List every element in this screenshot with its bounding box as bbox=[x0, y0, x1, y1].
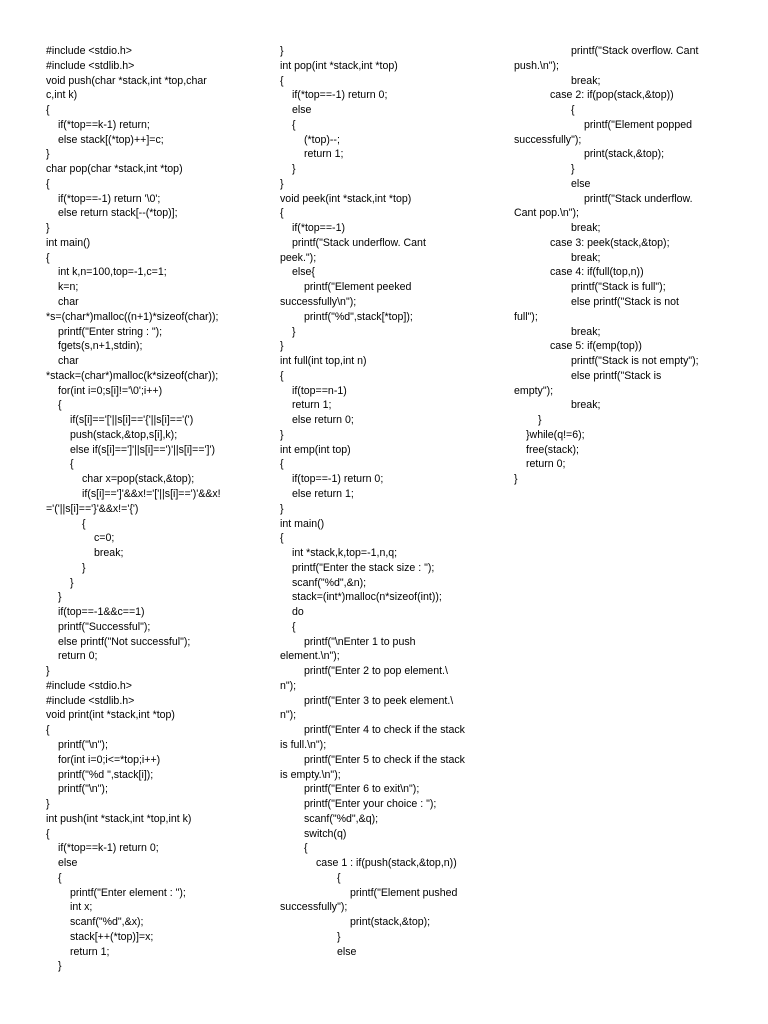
code-line: int push(int *stack,int *top,int k) bbox=[46, 812, 192, 825]
code-line: } bbox=[280, 45, 284, 57]
code-line: case 4: if(full(top,n)) bbox=[550, 266, 644, 279]
code-line: *stack=(char*)malloc(k*sizeof(char)); bbox=[46, 369, 219, 382]
code-line: printf("Enter 4 to check if the stack bbox=[304, 724, 465, 737]
code-line: scanf("%d",&x); bbox=[70, 916, 144, 929]
code-line: return 0; bbox=[526, 458, 566, 471]
code-line: peek."); bbox=[280, 251, 317, 264]
code-line: void peek(int *stack,int *top) bbox=[280, 192, 412, 205]
code-line: stack[++(*top)]=x; bbox=[70, 930, 154, 943]
code-line: if(s[i]=='['||s[i]=='{'||s[i]=='(') bbox=[70, 414, 194, 427]
code-line: case 5: if(emp(top)) bbox=[550, 340, 642, 353]
code-line: switch(q) bbox=[304, 827, 347, 840]
code-line: } bbox=[280, 428, 284, 441]
code-line: char pop(char *stack,int *top) bbox=[46, 163, 183, 176]
code-line: push.\n"); bbox=[514, 59, 559, 72]
code-line: for(int i=0;i<=*top;i++) bbox=[58, 753, 161, 766]
code-line: else return 1; bbox=[292, 487, 354, 500]
code-line: { bbox=[304, 842, 308, 855]
code-line: { bbox=[58, 871, 62, 884]
code-line: }while(q!=6); bbox=[526, 428, 585, 441]
code-line: return 1; bbox=[292, 399, 332, 412]
code-line: int x; bbox=[70, 901, 93, 914]
code-line: if(top==-1&&c==1) bbox=[58, 606, 145, 619]
code-line: #include <stdio.h> bbox=[46, 45, 132, 57]
code-line: break; bbox=[571, 325, 601, 338]
code-line: printf("Successful"); bbox=[58, 620, 151, 633]
code-line: break; bbox=[571, 74, 601, 87]
code-line: break; bbox=[571, 399, 601, 412]
code-line: print(stack,&top); bbox=[350, 916, 431, 929]
code-line: print(stack,&top); bbox=[584, 148, 665, 161]
code-line: { bbox=[280, 369, 284, 382]
code-line: *s=(char*)malloc((n+1)*sizeof(char)); bbox=[46, 310, 219, 323]
code-line: printf("Stack underflow. bbox=[584, 192, 693, 205]
code-column-1 bbox=[46, 44, 272, 974]
code-line: return 1; bbox=[304, 148, 344, 161]
code-line: do bbox=[292, 606, 304, 619]
code-line: } bbox=[280, 177, 284, 190]
code-line: int full(int top,int n) bbox=[280, 355, 367, 368]
code-line: void print(int *stack,int *top) bbox=[46, 709, 175, 722]
code-line: printf("Stack is not empty"); bbox=[571, 355, 699, 368]
code-line: } bbox=[280, 502, 284, 515]
code-line: else printf("Not successful"); bbox=[58, 635, 191, 648]
code-line: case 1 : if(push(stack,&top,n)) bbox=[316, 857, 457, 870]
code-line: else printf("Stack is bbox=[571, 369, 662, 382]
code-line: else if(s[i]==']'||s[i]==')'||s[i]==']') bbox=[70, 443, 216, 456]
code-line: } bbox=[571, 163, 575, 176]
code-line: if(*top==-1) return '\0'; bbox=[58, 192, 161, 205]
code-line: #include <stdlib.h> bbox=[46, 694, 135, 707]
code-line: int main() bbox=[280, 517, 325, 530]
code-line: stack=(int*)malloc(n*sizeof(int)); bbox=[292, 591, 442, 604]
code-line: successfully\n"); bbox=[280, 296, 357, 309]
code-line: #include <stdlib.h> bbox=[46, 59, 135, 72]
code-line: else bbox=[571, 177, 591, 190]
code-line: { bbox=[46, 104, 50, 117]
code-line: int pop(int *stack,int *top) bbox=[280, 59, 398, 72]
code-line: c=0; bbox=[94, 532, 115, 545]
code-line: } bbox=[514, 473, 518, 486]
code-line: printf("Element pushed bbox=[350, 886, 458, 899]
code-line: printf("Enter string : "); bbox=[58, 325, 163, 338]
code-line: else bbox=[337, 945, 357, 958]
code-line: printf("Stack underflow. Cant bbox=[292, 236, 426, 249]
code-line: case 3: peek(stack,&top); bbox=[550, 236, 670, 249]
code-line: } bbox=[46, 222, 50, 235]
code-line: empty"); bbox=[514, 384, 554, 397]
code-line: n"); bbox=[280, 679, 297, 692]
code-line: element.\n"); bbox=[280, 650, 340, 663]
code-line: { bbox=[58, 399, 62, 412]
code-line: } bbox=[58, 591, 62, 604]
code-line: printf("Element popped bbox=[584, 118, 692, 131]
code-line: (*top)--; bbox=[304, 133, 340, 146]
code-line: } bbox=[337, 930, 341, 943]
code-line: successfully"); bbox=[280, 901, 348, 914]
code-line: int main() bbox=[46, 236, 91, 249]
code-line: is full.\n"); bbox=[280, 738, 327, 751]
code-line: } bbox=[292, 163, 296, 176]
code-line: if(s[i]==']'&&x!='['||s[i]==')'&&x! bbox=[82, 487, 221, 500]
code-line: Cant pop.\n"); bbox=[514, 207, 580, 220]
code-column-3 bbox=[514, 44, 734, 487]
code-line: free(stack); bbox=[526, 443, 579, 456]
code-line: c,int k) bbox=[46, 89, 78, 102]
code-line: n"); bbox=[280, 709, 297, 722]
code-line: printf("Element peeked bbox=[304, 281, 412, 294]
code-line: printf("Stack overflow. Cant bbox=[571, 45, 699, 57]
code-line: if(*top==-1) bbox=[292, 222, 345, 235]
code-line: { bbox=[280, 532, 284, 545]
code-line: printf("Stack is full"); bbox=[571, 281, 666, 294]
code-line: break; bbox=[94, 547, 124, 560]
code-line: printf("Enter 5 to check if the stack bbox=[304, 753, 465, 766]
code-line: { bbox=[280, 207, 284, 220]
code-line: void push(char *stack,int *top,char bbox=[46, 74, 207, 87]
code-line: if(*top==k-1) return 0; bbox=[58, 842, 159, 855]
code-line: char bbox=[58, 296, 79, 309]
code-line: } bbox=[538, 414, 542, 427]
code-line: { bbox=[571, 104, 575, 117]
code-line: { bbox=[337, 871, 341, 884]
code-line: if(top==n-1) bbox=[292, 384, 347, 397]
code-line: else stack[(*top)++]=c; bbox=[58, 133, 164, 146]
code-line: printf("Enter 2 to pop element.\ bbox=[304, 665, 448, 678]
code-line: { bbox=[46, 251, 50, 264]
code-line: is empty.\n"); bbox=[280, 768, 341, 781]
code-line: { bbox=[292, 118, 296, 131]
code-line: { bbox=[280, 458, 284, 471]
code-line: else{ bbox=[292, 266, 315, 279]
code-line: else bbox=[292, 104, 312, 117]
code-line: } bbox=[280, 340, 284, 353]
code-line: printf("Enter element : "); bbox=[70, 886, 186, 899]
code-line: ='('||s[i]=='}'&&x!='{') bbox=[46, 502, 139, 515]
code-line: } bbox=[292, 325, 296, 338]
code-line: #include <stdio.h> bbox=[46, 679, 132, 692]
code-line: push(stack,&top,s[i],k); bbox=[70, 428, 178, 441]
code-line: if(*top==-1) return 0; bbox=[292, 89, 388, 102]
code-line: char bbox=[58, 355, 79, 368]
code-line: else printf("Stack is not bbox=[571, 296, 679, 309]
code-line: printf("Enter 6 to exit\n"); bbox=[304, 783, 420, 796]
code-line: { bbox=[82, 517, 86, 530]
code-line: printf("\n"); bbox=[58, 783, 108, 796]
code-line: { bbox=[70, 458, 74, 471]
code-line: } bbox=[82, 561, 86, 574]
code-line: return 0; bbox=[58, 650, 98, 663]
code-line: for(int i=0;s[i]!='\0';i++) bbox=[58, 384, 163, 397]
code-line: char x=pop(stack,&top); bbox=[82, 473, 195, 486]
code-line: } bbox=[70, 576, 74, 589]
code-line: { bbox=[292, 620, 296, 633]
code-line: return 1; bbox=[70, 945, 110, 958]
code-line: printf("Enter the stack size : "); bbox=[292, 561, 435, 574]
code-line: { bbox=[46, 724, 50, 737]
code-line: int emp(int top) bbox=[280, 443, 351, 456]
code-line: successfully"); bbox=[514, 133, 582, 146]
code-line: case 2: if(pop(stack,&top)) bbox=[550, 89, 674, 102]
code-line: { bbox=[46, 177, 50, 190]
code-line: break; bbox=[571, 251, 601, 264]
code-line: printf("%d ",stack[i]); bbox=[58, 768, 154, 781]
code-line: if(*top==k-1) return; bbox=[58, 118, 150, 131]
code-line: int *stack,k,top=-1,n,q; bbox=[292, 547, 398, 560]
code-line: break; bbox=[571, 222, 601, 235]
code-line: printf("\nEnter 1 to push bbox=[304, 635, 416, 648]
code-line: full"); bbox=[514, 310, 538, 323]
code-line: } bbox=[46, 148, 50, 161]
code-line: k=n; bbox=[58, 281, 79, 294]
code-line: } bbox=[46, 665, 50, 678]
code-line: else return stack[--(*top)]; bbox=[58, 207, 178, 220]
code-line: fgets(s,n+1,stdin); bbox=[58, 340, 143, 353]
code-line: printf("Enter 3 to peek element.\ bbox=[304, 694, 454, 707]
code-line: scanf("%d",&n); bbox=[292, 576, 367, 589]
code-line: } bbox=[46, 798, 50, 811]
code-line: if(top==-1) return 0; bbox=[292, 473, 384, 486]
code-line: } bbox=[58, 960, 62, 973]
code-line: printf("%d",stack[*top]); bbox=[304, 310, 413, 323]
code-line: int k,n=100,top=-1,c=1; bbox=[58, 266, 167, 279]
code-line: { bbox=[280, 74, 284, 87]
code-line: printf("\n"); bbox=[58, 738, 108, 751]
code-column-2 bbox=[280, 44, 502, 959]
code-line: printf("Enter your choice : "); bbox=[304, 798, 437, 811]
code-line: else return 0; bbox=[292, 414, 354, 427]
code-line: scanf("%d",&q); bbox=[304, 812, 379, 825]
code-line: else bbox=[58, 857, 78, 870]
code-line: { bbox=[46, 827, 50, 840]
